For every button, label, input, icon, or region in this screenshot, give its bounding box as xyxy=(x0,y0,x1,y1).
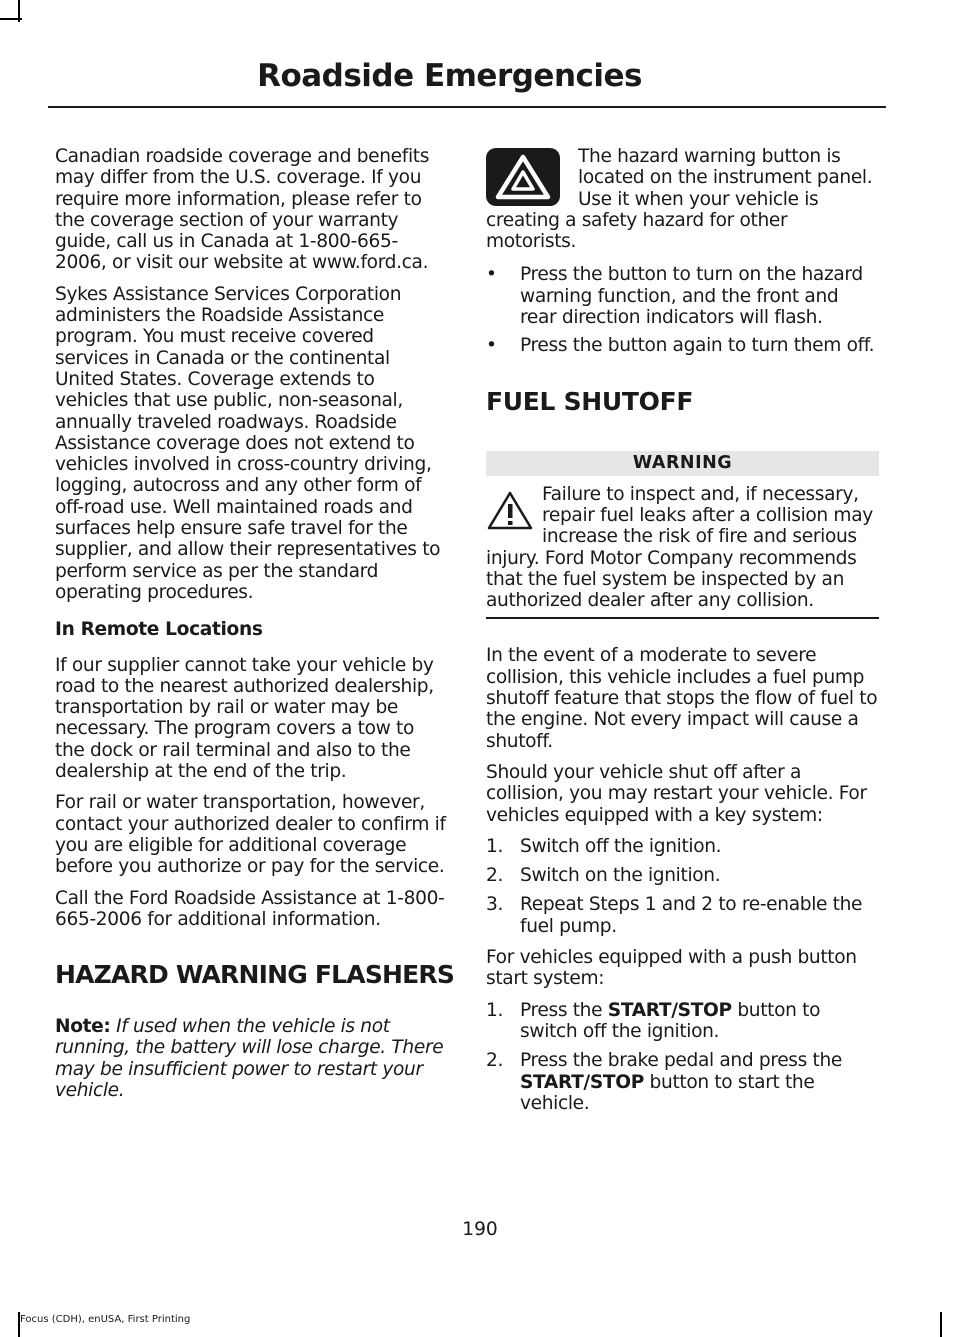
list-item-text xyxy=(520,1050,842,1114)
list-item xyxy=(486,865,879,886)
key-system-steps xyxy=(486,836,879,937)
right-column xyxy=(486,146,879,1124)
crop-mark xyxy=(940,1312,942,1337)
hazard-bullets xyxy=(486,264,879,356)
paragraph: Should your vehicle shut off after a collision, you may restart your vehicle. For vehicles equipped with a key system: xyxy=(486,761,867,826)
paragraph: The hazard warning button is located on the instrument panel. Use it when your vehicle is creating a safety hazard for other motorists. xyxy=(486,146,873,253)
left-column xyxy=(55,146,455,1111)
crop-mark xyxy=(0,18,22,20)
text-fragment: Press the brake pedal and press the xyxy=(520,1050,843,1072)
list-item xyxy=(486,894,879,937)
paragraph: Call the Ford Roadside Assistance at 1-800-665-2006 for additional information. xyxy=(55,887,445,930)
warning-box xyxy=(486,451,879,620)
list-item-text: Repeat Steps 1 and 2 to re-enable the fuel pump. xyxy=(520,894,863,937)
header-rule xyxy=(48,106,886,108)
section-heading-hazard: HAZARD WARNING FLASHERS xyxy=(55,960,455,990)
paragraph: In the event of a moderate to severe collision, this vehicle includes a fuel pump shutoff feature that stops the flow of fuel to the engine. Not every impact will cause a shutoff. xyxy=(486,645,878,752)
bullet-marker: • xyxy=(486,335,497,357)
list-item-text: Press the button again to turn them off. xyxy=(520,335,875,357)
warning-label: WARNING xyxy=(486,451,879,476)
warning-triangle-icon xyxy=(486,490,534,532)
step-number: 1. xyxy=(486,835,504,857)
warning-body xyxy=(486,484,879,612)
hazard-intro xyxy=(486,146,879,252)
list-item xyxy=(486,836,879,857)
note-text: If used when the vehicle is not running, the battery will lose charge. There may be insufficient power to restart your vehicle. xyxy=(55,1016,444,1101)
step-number: 2. xyxy=(486,865,504,887)
bullet-marker: • xyxy=(486,264,497,286)
paragraph: Canadian roadside coverage and benefits may differ from the U.S. coverage. If you require more information, please refer to the coverage section of your warranty guide, call us in Canada at 1-800-665-2006, or visit our website at www.ford.ca. xyxy=(55,146,430,274)
list-item xyxy=(486,264,879,328)
step-number: 1. xyxy=(486,999,504,1021)
note-label: Note: xyxy=(55,1016,111,1038)
text-fragment: button to start the vehicle. xyxy=(520,1071,815,1114)
page-number: 190 xyxy=(462,1219,498,1240)
hazard-triangle-icon xyxy=(486,148,560,206)
list-item xyxy=(486,335,879,356)
paragraph: Sykes Assistance Services Corporation administers the Roadside Assistance program. You must receive covered services in Canada or the continental United States. Coverage extends to vehicles that use public, non-seasonal, annually traveled roadways. Roadside Assistance coverage does not extend to vehicles involved in cross-country driving, logging, autocross and any other form of off-road use. Well maintained roads and surfaces help ensure safe travel for the supplier, and allow their representatives to perform service as per the standard operating procedures. xyxy=(55,283,441,603)
paragraph: For vehicles equipped with a push button start system: xyxy=(486,947,857,990)
push-button-steps xyxy=(486,1000,879,1114)
warning-text: Failure to inspect and, if necessary, repair fuel leaks after a collision may increase the risk of fire and serious injury. Ford Motor Company recommends that the fuel system be inspected by an authorized dealer after any collision. xyxy=(486,483,873,612)
subheading-remote-locations: In Remote Locations xyxy=(55,619,263,641)
list-item-text: Switch on the ignition. xyxy=(520,865,721,887)
list-item-text xyxy=(520,1000,820,1042)
paragraph: If our supplier cannot take your vehicle by road to the nearest authorized dealership, transportation by rail or water may be necessary. The program covers a tow to the dock or rail terminal and also to the dealership at the end of the trip. xyxy=(55,654,434,783)
keyword-start-stop: START/STOP xyxy=(607,999,732,1021)
paragraph: For rail or water transportation, however, contact your authorized dealer to confirm if you are eligible for additional coverage before you authorize or pay for the service. xyxy=(55,792,446,878)
footer-edition: Focus (CDH), enUSA, First Printing xyxy=(20,1314,191,1325)
text-fragment: button to switch off the ignition. xyxy=(520,999,821,1042)
step-number: 2. xyxy=(486,1050,504,1072)
list-item-text: Switch off the ignition. xyxy=(520,835,722,857)
keyword-start-stop: START/STOP xyxy=(520,1071,644,1093)
list-item-text: Press the button to turn on the hazard warning function, and the front and rear direction indicators will flash. xyxy=(520,264,863,329)
page-title: Roadside Emergencies xyxy=(257,58,642,94)
text-fragment: Press the xyxy=(520,999,608,1021)
list-item xyxy=(486,1050,879,1114)
section-heading-fuel-shutoff: FUEL SHUTOFF xyxy=(486,386,694,416)
step-number: 3. xyxy=(486,894,504,916)
note xyxy=(55,1016,448,1101)
list-item xyxy=(486,1000,879,1043)
